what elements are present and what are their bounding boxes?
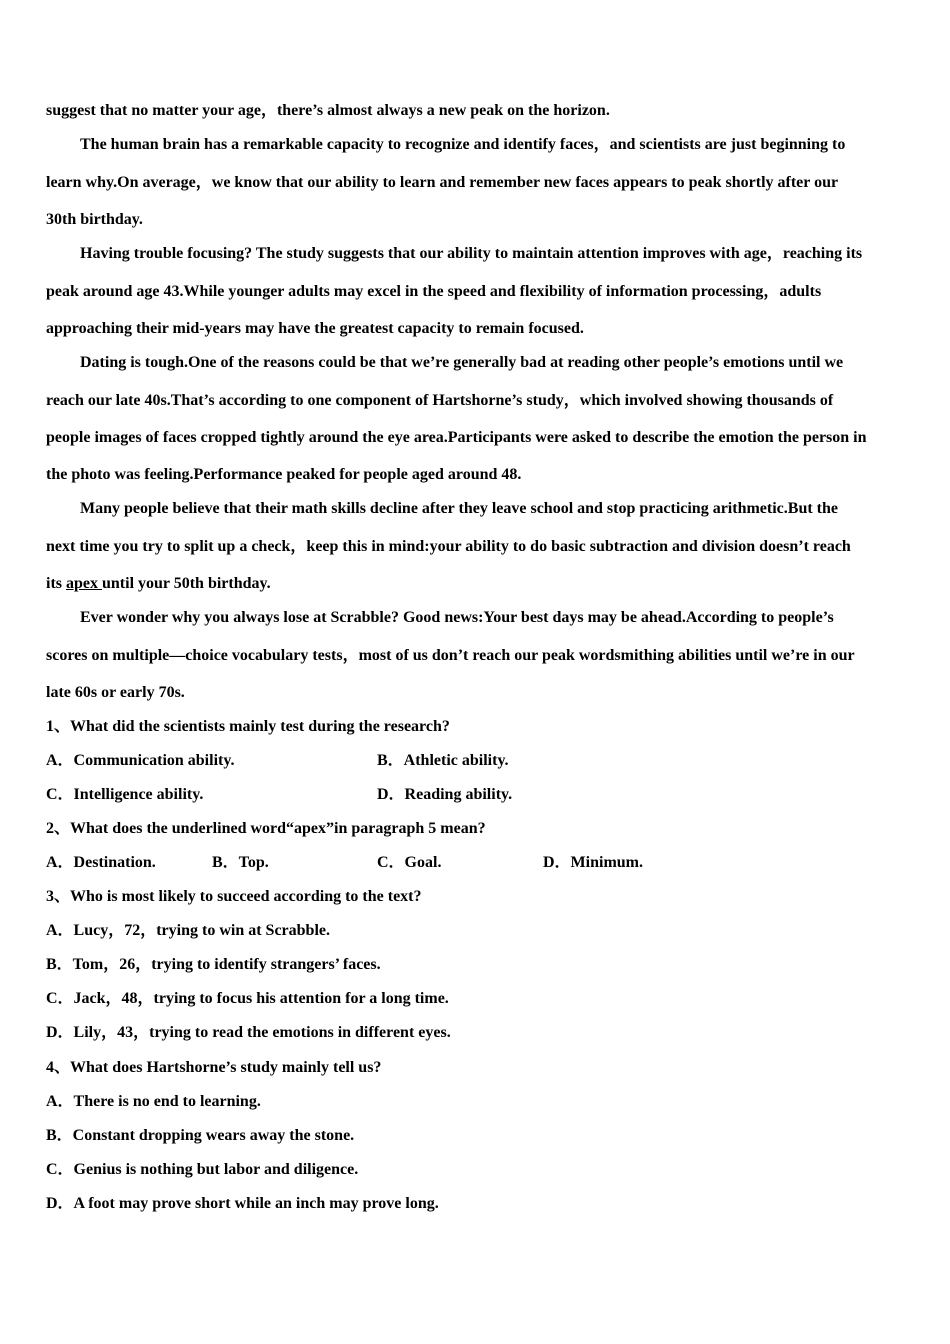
option-d: D．Lily，43，trying to read the emotions in different eyes. xyxy=(46,1024,451,1041)
passage-line: learn why.On average，we know that our ability to learn and remember new faces appears to peak shortly after our xyxy=(46,174,839,191)
option-b: B．Tom，26，trying to identify strangers’ faces. xyxy=(46,956,381,973)
passage-line: 30th birthday. xyxy=(46,211,143,228)
option-c: C．Goal. xyxy=(377,854,442,871)
question-stem: 4、What does Hartshorne’s study mainly tell us? xyxy=(46,1059,382,1076)
passage-line: Dating is tough.One of the reasons could be that we’re generally bad at reading other people’s emotions until we xyxy=(80,354,844,371)
passage-line: reach our late 40s.That’s according to one component of Hartshorne’s study，which involved showing thousands of xyxy=(46,392,834,409)
option-c: C．Intelligence ability. xyxy=(46,786,204,803)
passage-line: scores on multiple—choice vocabulary tests，most of us don’t reach our peak wordsmithing abilities until we’re in our xyxy=(46,647,855,664)
passage-text: its xyxy=(46,575,66,592)
option-d: D．A foot may prove short while an inch may prove long. xyxy=(46,1195,439,1212)
passage-line: next time you try to split up a check，keep this in mind:your ability to do basic subtraction and division doesn’t reach xyxy=(46,538,851,555)
option-b: B．Constant dropping wears away the stone. xyxy=(46,1127,355,1144)
question-stem: 3、Who is most likely to succeed according to the text? xyxy=(46,888,422,905)
passage-line: suggest that no matter your age，there’s almost always a new peak on the horizon. xyxy=(46,102,610,119)
option-c: C．Jack，48，trying to focus his attention for a long time. xyxy=(46,990,449,1007)
option-c: C．Genius is nothing but labor and diligence. xyxy=(46,1161,359,1178)
option-a: A．Lucy，72，trying to win at Scrabble. xyxy=(46,922,331,939)
question-stem: 1、What did the scientists mainly test during the research? xyxy=(46,718,450,735)
option-d: D．Minimum. xyxy=(543,854,644,871)
passage-line: approaching their mid-years may have the greatest capacity to remain focused. xyxy=(46,320,584,337)
option-d: D．Reading ability. xyxy=(377,786,513,803)
passage-line: peak around age 43.While younger adults may excel in the speed and flexibility of information processing，adults xyxy=(46,283,822,300)
option-a: A．Communication ability. xyxy=(46,752,235,769)
underlined-word-apex: apex xyxy=(66,575,102,592)
passage-line xyxy=(46,574,271,594)
option-b: B．Top. xyxy=(212,854,269,871)
passage-line: Many people believe that their math skills decline after they leave school and stop practicing arithmetic.But the xyxy=(80,500,839,517)
passage-line: The human brain has a remarkable capacity to recognize and identify faces，and scientists are just beginning to xyxy=(80,136,846,153)
option-b: B．Athletic ability. xyxy=(377,752,509,769)
option-a: A．Destination. xyxy=(46,854,156,871)
passage-line: the photo was feeling.Performance peaked for people aged around 48. xyxy=(46,466,522,483)
passage-line: people images of faces cropped tightly around the eye area.Participants were asked to describe the emotion the person in xyxy=(46,429,867,446)
passage-line: Having trouble focusing? The study suggests that our ability to maintain attention improves with age，reaching its xyxy=(80,245,863,262)
passage-line: late 60s or early 70s. xyxy=(46,684,185,701)
option-a: A．There is no end to learning. xyxy=(46,1093,261,1110)
question-stem: 2、What does the underlined word“apex”in paragraph 5 mean? xyxy=(46,820,486,837)
passage-line: Ever wonder why you always lose at Scrabble? Good news:Your best days may be ahead.According to people’s xyxy=(80,609,834,626)
passage-text: until your 50th birthday. xyxy=(102,575,271,592)
